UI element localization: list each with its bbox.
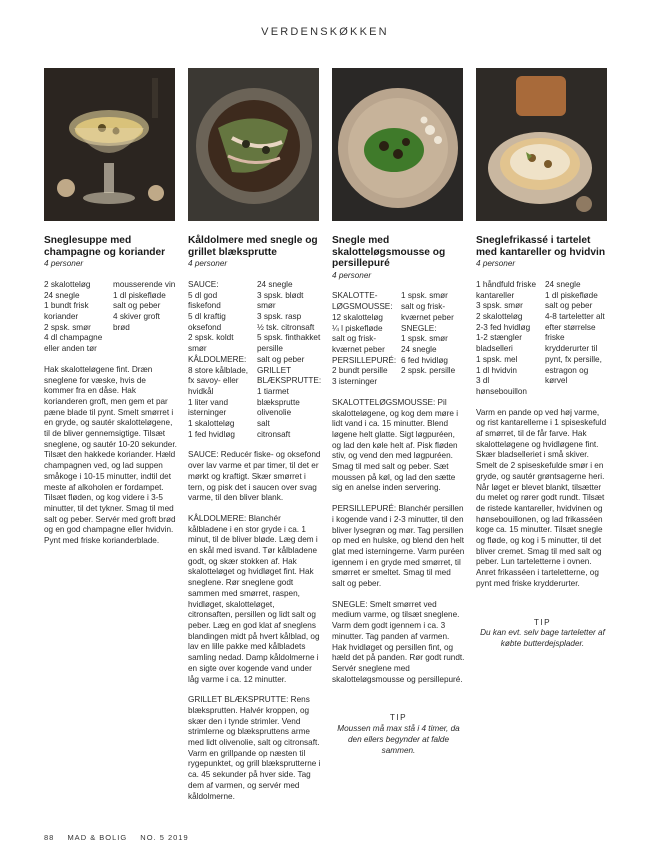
method	[332, 600, 465, 686]
ingredient: 4 skiver groft brød	[113, 312, 160, 332]
ingredient: ½ tsk. citronsaft	[257, 322, 315, 332]
ingredient: GRILLET BLÆKSPRUTTE:	[257, 365, 322, 386]
method	[476, 408, 609, 590]
ingredient: 24 snegle	[44, 290, 80, 300]
servings: 4 personer	[476, 259, 516, 269]
method-paragraph: Hak skalotteløgene fint. Dræn sneglene for væske, hvis de kommer fra en dåse. Hak korianderen groft, men gem et par pæne blade til pynt. Smelt smørret i en gryde, og sautér skalotteløgene, til de bliver gennemsigtige. Tilsæt sneglene, og sautér 10-20 sekunder. Tilsæt den hakkede koriander. Hæld champagnen ved, og lad suppen småkoge i 10-15 minutter, indtil det meste af alkoholen er fordampet. Tilsæt fløden, og kog videre i 3-5 minutter, til det tykner. Smag til med salt og peber. Servér med groft brød og en god champagne eller hvidvin. Pynt med friske korianderblade.	[44, 364, 177, 546]
photo-snail-soup	[44, 68, 175, 221]
section-header: VERDENSKØKKEN	[261, 26, 389, 38]
recipe-tartlet	[476, 235, 609, 650]
recipe-title: Sneglefrikassé i tartelet med kantareller og hvidvin	[476, 235, 606, 258]
ingredient: 1 bundt frisk koriander	[44, 301, 89, 321]
photo-tartlet	[476, 68, 607, 221]
recipe-cabbage-rolls	[188, 235, 321, 802]
ingredients-right	[257, 280, 321, 441]
page-footer	[44, 833, 199, 842]
ingredients-left	[476, 280, 540, 398]
ingredient: 5 spsk. finthakket persille	[257, 333, 321, 354]
ingredient: 2 skalotteløg	[44, 279, 91, 289]
ingredient: 3 spsk. rasp	[257, 312, 302, 321]
ingredient: 2 spsk. koldt smør	[188, 333, 234, 354]
ingredient: 8 store kålblade, fx savoy- eller hvidkål	[188, 365, 249, 396]
ingredient: 1 dl piskefløde	[113, 290, 166, 300]
ingredient: 5 dl god fiskefond	[188, 290, 221, 311]
ingredient: 4 dl champagne eller anden tør	[44, 333, 103, 354]
ingredient: 2 spsk. smør	[44, 322, 91, 332]
ingredients	[332, 291, 465, 387]
ingredients	[476, 280, 609, 398]
tip-text: Moussen må max stå i 4 timer, da den ellers begynder at falde sammen.	[337, 724, 460, 755]
ingredient: 1 tiarmet blæksprutte	[257, 386, 300, 407]
ingredient: 1 dl hvidvin	[476, 365, 517, 375]
ingredients-right	[113, 280, 177, 355]
magazine-name: MAD & BOLIG	[67, 833, 128, 842]
ingredient: SNEGLE:	[401, 323, 437, 333]
ingredient: 1 håndfuld friske kantareller	[476, 279, 537, 300]
tip-label: TIP	[533, 617, 552, 627]
issue-number: NO. 5 2019	[140, 833, 189, 842]
ingredient: 2 spsk. persille	[401, 366, 456, 376]
ingredient: olivenolie	[257, 408, 292, 418]
ingredient: SKALOTTE-LØGSMOUSSE:	[332, 291, 393, 312]
ingredients-left	[332, 291, 396, 387]
ingredient: PERSILLEPURÉ:	[332, 355, 397, 365]
method-paragraph: KÅLDOLMERE: Blanchér kålbladene i en stor gryde i ca. 1 minut, til de bliver bløde. Læg dem i en skål med isvand. Tør kålbladene godt, og skær stokken af. Hak skalotteløget og hvidløget fint. Hak sneglene. Rør sneglene godt sammen med smørret, raspen, hvidløget, skalotteløget, citronsaften, persillen og lidt salt og peber. Læg en god klat af sneglens blandingen midt på hvert kålblad, og lav en lille pakke med kålbladets samling nedad. Damp kåldolmerne i en sigte over kogende vand under låg varme i ca. 12 minutter.	[188, 513, 320, 684]
method	[188, 450, 321, 504]
method-paragraph: GRILLET BLÆKSPRUTTE: Rens blæksprutten. Halvér kroppen, og skær den i tynde strimler. Vend strimlerne og blækspruttens arme med lidt olivenolie, salt og citronsaft. Varm en grillpande op næsten til rygepunktet, og grill blæksprutterne i ca. 45 sekunder på hver side. Tag dem af varmen, og servér med kåldolmerne.	[188, 695, 321, 801]
ingredient: 1 spsk. smør	[401, 334, 448, 344]
method	[332, 398, 465, 494]
ingredient: salt og frisk-kværnet peber	[401, 302, 454, 322]
ingredient: ¼ l piskefløde	[332, 323, 383, 333]
method-paragraph: SNEGLE: Smelt smørret ved medium varme, og tilsæt sneglene. Varm dem godt igennem i ca. 3 minutter. Tag panden af varmen. Hak hvidløget og persillen fint, og hæld det på panden. Rør godt rundt. Servér sneglene med skalotteløgsmousse og persillepuré.	[332, 599, 465, 684]
photo-cabbage-rolls	[188, 68, 319, 221]
ingredient: salt og frisk-kværnet peber	[332, 334, 385, 354]
method-paragraph: SAUCE: Reducér fiske- og oksefond over lav varme et par timer, til det er mørkt og kraftigt. Skær smørret i tern, og pisk det i saucen over svag varme, til den bliver blank.	[188, 450, 321, 503]
ingredient: 24 snegle	[401, 345, 437, 354]
method-paragraph: Varm en pande op ved høj varme, og rist kantarellerne i 1 spiseskefuld af smørret, til de får farve. Hak skalotteløgene og hvidløgene fint. Skær bladselleriet i små skiver. Smelt de 2 spiseskefulde smør i en gryde, og sautér grøntsagerne heri. Når løget er blevet blankt, tilsætter du melet og rører godt rundt. Tilsæt de ristede kantareller, hvidvinen og hønsebouillonen, og lad frikasséen koge ca. 15 minutter. Tilsæt snegle og fløde, og kog i 5 minutter, til det bliver cremet. Smag til med salt og peber. Lun tarteletterne i ovnen. Anret frikasséen i tarteletterne, og pynt med friske krydderurter.	[476, 407, 607, 588]
tip-label: TIP	[389, 713, 408, 723]
ingredient: 2-3 fed hvidløg	[476, 322, 531, 332]
ingredients-left	[44, 280, 108, 355]
ingredient: isterninger	[188, 408, 227, 418]
servings: 4 personer	[188, 259, 228, 269]
ingredient: 2 bundt persille	[332, 366, 388, 376]
recipe-snail-soup	[44, 235, 177, 547]
method	[332, 504, 465, 590]
ingredient: salt og peber	[113, 301, 161, 311]
recipe-title: Sneglesuppe med champagne og koriander	[44, 235, 166, 258]
tip-text: Du kan evt. selv bage tarteletter af købte butterdejsplader.	[480, 628, 605, 648]
method	[44, 365, 177, 547]
ingredient: 1 spsk. smør	[401, 291, 448, 301]
ingredient: salt	[257, 419, 270, 429]
ingredient: 3 spsk. blødt smør	[257, 290, 304, 311]
ingredient: mousserende vin	[113, 279, 176, 289]
ingredient: 1 fed hvidløg	[188, 429, 235, 439]
method	[188, 695, 321, 802]
ingredient: 1 dl piskefløde	[545, 290, 598, 300]
ingredient: 24 snegle	[545, 279, 581, 289]
ingredients-left	[188, 280, 252, 441]
page-number: 88	[44, 833, 55, 842]
recipe-snails-mousse	[332, 235, 465, 756]
ingredient: 12 skalotteløg	[332, 312, 383, 322]
ingredient: 2 skalotteløg	[476, 312, 523, 321]
ingredient: citronsaft	[257, 429, 291, 439]
ingredient: 1 skalotteløg	[188, 419, 235, 429]
ingredient: KÅLDOLMERE:	[188, 354, 247, 364]
servings: 4 personer	[44, 259, 84, 269]
photo-snails-mousse	[332, 68, 463, 221]
ingredient: 3 isterninger	[332, 377, 378, 387]
ingredients-right	[401, 291, 465, 387]
servings: 4 personer	[332, 270, 372, 280]
recipe-title: Snegle med skalotteløgsmousse og persillepuré	[332, 235, 446, 270]
method-paragraph: PERSILLEPURÉ: Blanchér persillen i kogende vand i 2-3 minutter, til den bliver lysegrøn og mør. Tag persillen op med en hulske, og blend den helt glat med isterningerne. Varm puréen igennem i en gryde med smørret, til smørret er smeltet. Smag til med salt og peber.	[332, 504, 465, 589]
ingredient: 1 spsk. mel	[476, 354, 518, 364]
ingredient: salt og peber	[545, 301, 593, 311]
ingredients-right	[545, 280, 609, 398]
ingredient: 24 snegle	[257, 279, 293, 289]
tip-box	[476, 618, 609, 650]
ingredient: 3 dl hønsebouillon	[476, 376, 527, 396]
method-paragraph: SKALOTTELØGSMOUSSE: Pil skalotteløgene, og kog dem møre i lidt vand i ca. 15 minutter. Blend løgene helt glatte. Sigt løgpuréen, og lad den køle helt af. Pisk fløden stiv, og vend den med løgpuréen. Smag til med salt og peber. Sæt moussen på køl, og lad den sætte sig en anelse inden servering.	[332, 397, 459, 493]
ingredient: 4-8 tarteletter alt efter størrelse	[545, 312, 605, 332]
ingredient: salt og peber	[257, 354, 305, 364]
recipe-title: Kåldolmere med snegle og grillet blæksprutte	[188, 235, 318, 258]
method	[188, 514, 321, 685]
ingredient: 5 dl kraftig oksefond	[188, 312, 226, 332]
ingredient: 6 fed hvidløg	[401, 355, 448, 365]
ingredient: friske krydderurter til pynt, fx persille, estragon og kørvel	[545, 333, 602, 386]
tip-box	[332, 713, 465, 756]
ingredient: 1-2 stængler bladselleri	[476, 333, 522, 354]
ingredient: 1 liter vand	[188, 397, 229, 407]
ingredients	[44, 280, 177, 355]
ingredient: SAUCE:	[188, 279, 219, 289]
ingredient: 3 spsk. smør	[476, 301, 523, 311]
ingredients	[188, 280, 321, 441]
